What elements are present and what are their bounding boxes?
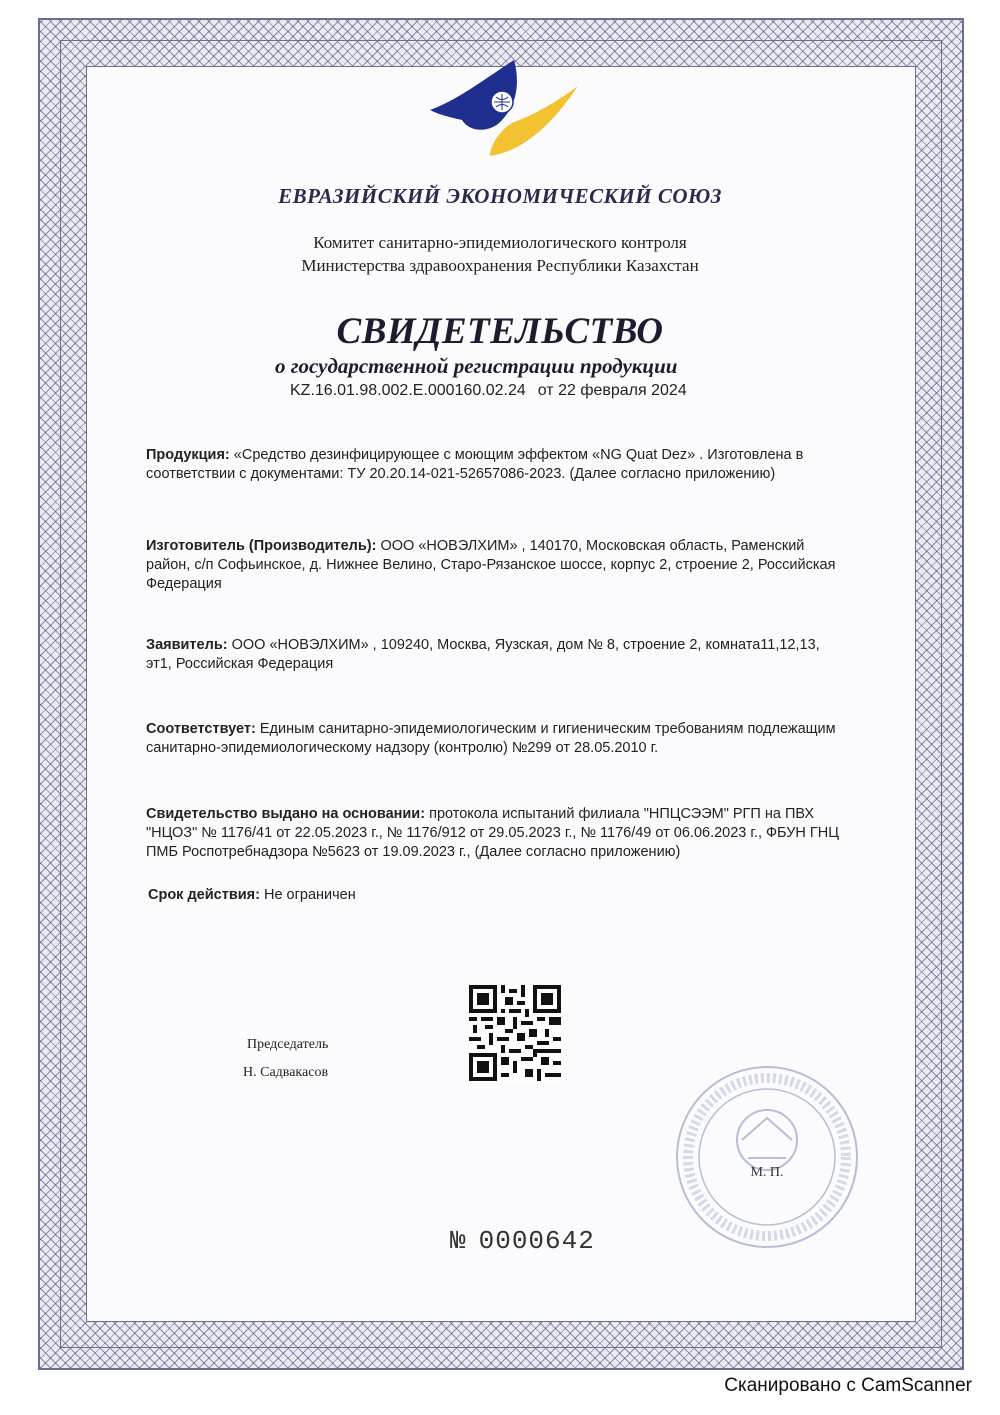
validity-text: Не ограничен [263,887,356,903]
product-section [146,446,846,484]
union-title: ЕВРАЗИЙСКИЙ ЭКОНОМИЧЕСКИЙ СОЮЗ [278,184,722,208]
complies-section [146,720,846,758]
product-label: Продукция: [146,447,230,463]
form-serial [450,1226,595,1256]
applicant-text: ООО «НОВЭЛХИМ» , 109240, Москва, Яузская, дом № 8, строение 2, комната11,12,13, эт1, Российская Федерация [146,637,820,672]
applicant-label: Заявитель: [146,637,228,653]
product-text: «Средство дезинфицирующее с моющим эффектом «NG Quat Dez» . Изготовлена в соответствии с документами: ТУ 20.20.14-021-52657086-2023. (Далее согласно приложению) [146,447,804,482]
scanner-watermark: Сканировано с CamScanner [724,1375,972,1396]
applicant-section [146,636,846,674]
serial-prefix: № [450,1226,467,1256]
basis-text: протокола испытаний филиала "НПЦСЭЭМ" РГП на ПВХ "НЦОЗ" № 1176/41 от 22.05.2023 г., № 1176/912 от 29.05.2023 г., № 1176/49 от 06.06.2023 г., ФБУН ГНЦ ПМБ Роспотребнадзора №5623 от 19.09.2023 г., (Далее согласно приложению) [146,806,839,860]
validity-section [148,886,848,905]
manufacturer-label: Изготовитель (Производитель): [146,538,377,554]
committee-line-1: Комитет санитарно-эпидемиологического контроля [313,233,687,252]
basis-label: Свидетельство выдано на основании: [146,806,426,822]
signature-name: Н. Садвакасов [243,1065,329,1080]
qr-code [469,985,561,1081]
complies-text: Единым санитарно-эпидемиологическим и гигиеническим требованиям подлежащим санитарно-эпидемиологическому надзору (контролю) №299 от 28.05.2010 г. [146,721,836,756]
signature-position: Председатель [247,1037,329,1052]
certificate-subtitle: о государственной регистрации продукции [275,354,678,378]
committee-line-2: Министерства здравоохранения Республики Казахстан [301,256,699,275]
serial-number: 0000642 [478,1226,595,1256]
official-seal [672,1062,862,1252]
manufacturer-section [146,537,846,594]
manufacturer-text: ООО «НОВЭЛХИМ» , 140170, Московская область, Раменский район, с/п Софьинское, д. Нижнее Велино, Старо-Рязанское шоссе, корпус 2, строение 2, Российская Федерация [146,538,836,592]
complies-label: Соответствует: [146,721,256,737]
eaeu-logo [428,58,588,158]
seal-label: М. П. [750,1165,784,1180]
registration-date: от 22 февраля 2024 [537,382,687,399]
validity-label: Срок действия: [148,887,260,903]
certificate-title: СВИДЕТЕЛЬСТВО [336,311,664,352]
registration-number: KZ.16.01.98.002.E.000160.02.24 [290,382,526,399]
registration-line [290,382,699,400]
basis-section [146,805,846,862]
